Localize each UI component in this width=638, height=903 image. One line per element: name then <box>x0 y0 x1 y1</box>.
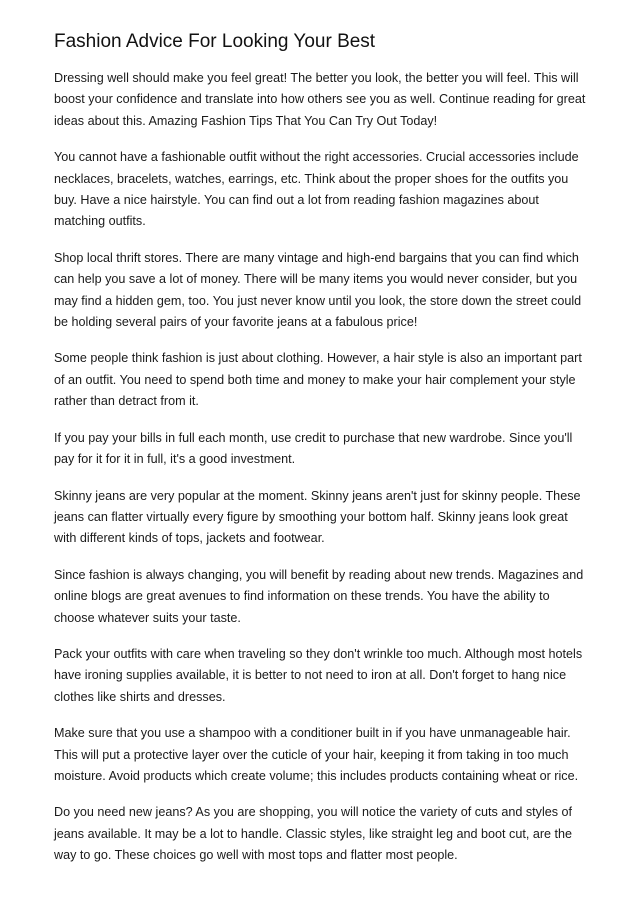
document-body <box>54 68 590 882</box>
paragraph-4: Some people think fashion is just about clothing. However, a hair style is also an important part of an outfit. You need to spend both time and money to make your hair complement your style rather than detract from it. <box>54 351 582 409</box>
paragraph-1: Dressing well should make you feel great! The better you look, the better you will feel. This will boost your confidence and translate into how others see you as well. Continue reading for great ideas about this. Amazing Fashion Tips That You Can Try Out Today! <box>54 71 586 128</box>
paragraph-8: Pack your outfits with care when traveling so they don't wrinkle too much. Although most hotels have ironing supplies available, it is better to not need to iron at all. Don't forget to hang nice clothes like shirts and dresses. <box>54 646 583 704</box>
paragraph-6: Skinny jeans are very popular at the moment. Skinny jeans aren't just for skinny people. These jeans can flatter virtually every figure by smoothing your bottom half. Skinny jeans look great with different kinds of tops, jackets and footwear. <box>54 488 581 546</box>
paragraph-7: Since fashion is always changing, you will benefit by reading about new trends. Magazines and online blogs are great avenues to find information on these trends. You have the ability to choose whatever suits your taste. <box>54 567 584 625</box>
paragraph-2: You cannot have a fashionable outfit without the right accessories. Crucial accessories include necklaces, bracelets, watches, earrings, etc. Think about the proper shoes for the outfits you buy. Have a nice hairstyle. You can find out a lot from reading fashion magazines about matching outfits. <box>54 150 579 229</box>
paragraph-3: Shop local thrift stores. There are many vintage and high-end bargains that you can find which can help you save a lot of money. There will be many items you would never consider, but you may find a hidden gem, too. You just never know until you look, the store down the street could be holding several pairs of your favorite jeans at a fabulous price! <box>54 250 582 330</box>
document-title: Fashion Advice For Looking Your Best <box>54 31 376 52</box>
paragraph-10: Do you need new jeans? As you are shopping, you will notice the variety of cuts and styles of jeans available. It may be a lot to handle. Classic styles, like straight leg and boot cut, are the way to go. These choices go well with most tops and flatter most people. <box>54 805 573 863</box>
paragraph-9: Make sure that you use a shampoo with a conditioner built in if you have unmanageable hair. This will put a protective layer over the cuticle of your hair, keeping it from taking in too much moisture. Avoid products which create volume; this includes products containing wheat or rice. <box>54 726 579 783</box>
paragraph-5: If you pay your bills in full each month, use credit to purchase that new wardrobe. Since you'll pay for it for it in full, it's a good investment. <box>54 430 573 467</box>
